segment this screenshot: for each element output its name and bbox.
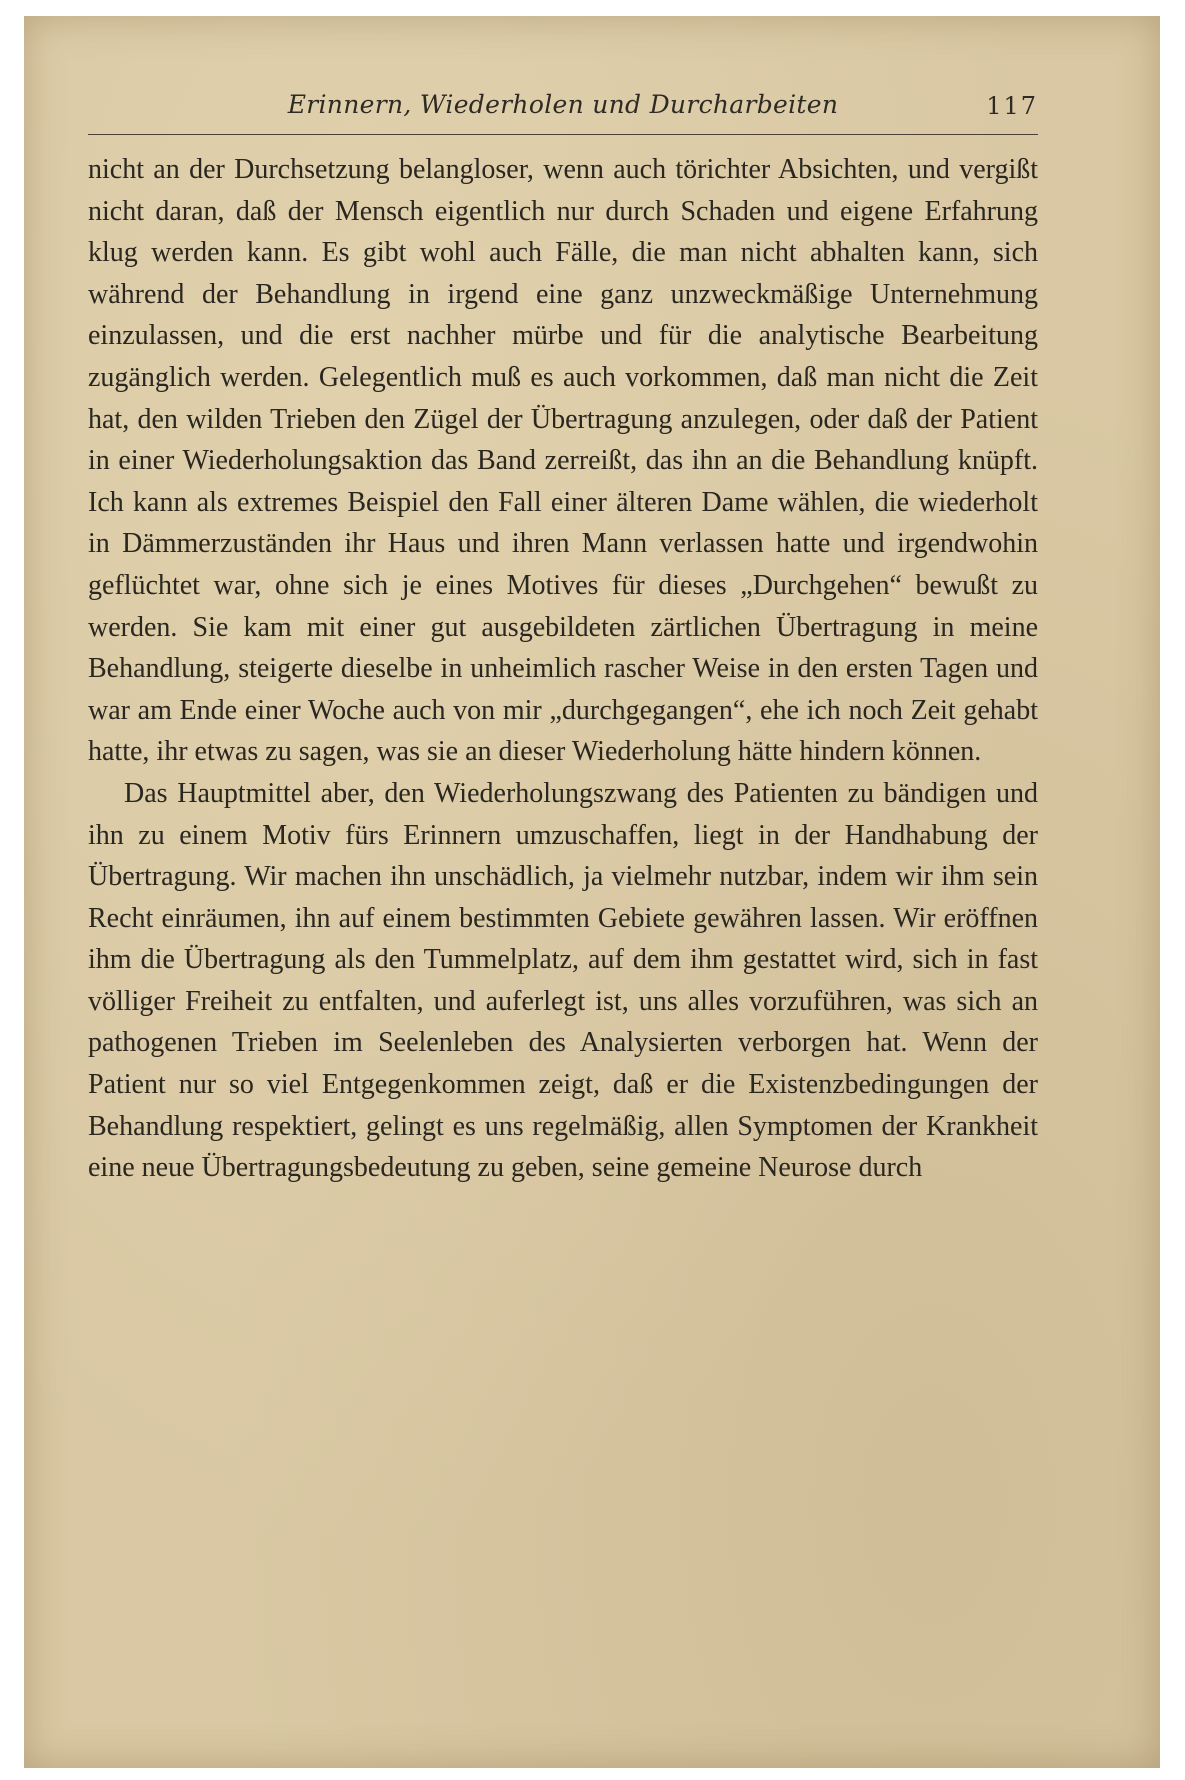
body-text <box>88 149 1038 1189</box>
paragraph: Das Hauptmittel aber, den Wiederholungszwang des Patienten zu bändigen und ihn zu einem Motiv fürs Erinnern umzuschaffen, liegt in der Handhabung der Übertragung. Wir machen ihn unschädlich, ja vielmehr nutzbar, indem wir ihm sein Recht einräumen, ihn auf einem bestimmten Gebiete gewähren lassen. Wir eröffnen ihm die Übertragung als den Tummelplatz, auf dem ihm gestattet wird, sich in fast völliger Freiheit zu entfalten, und auferlegt ist, uns alles vorzuführen, was sich an pathogenen Trieben im Seelenleben des Analysierten verborgen hat. Wenn der Patient nur so viel Entgegenkommen zeigt, daß er die Existenzbedingungen der Behandlung respektiert, gelingt es uns regelmäßig, allen Symptomen der Krankheit eine neue Übertragungsbedeutung zu geben, seine gemeine Neurose durch <box>88 777 1038 1184</box>
header-rule <box>88 134 1038 135</box>
running-title: Erinnern, Wiederholen und Durcharbeiten <box>287 90 839 119</box>
paragraph-continued: nicht an der Durchsetzung belangloser, wenn auch törichter Absichten, und vergißt nicht daran, daß der Mensch eigentlich nur durch Schaden und eigene Erfahrung klug werden kann. Es gibt wohl auch Fälle, die man nicht abhalten kann, sich während der Behandlung in irgend eine ganz unzweckmäßige Unternehmung einzulassen, und die erst nachher mürbe und für die analytische Bearbeitung zugänglich werden. Gelegentlich muß es auch vorkommen, daß man nicht die Zeit hat, den wilden Trieben den Zügel der Übertragung anzulegen, oder daß der Patient in einer Wiederholungsaktion das Band zerreißt, das ihn an die Behandlung knüpft. Ich kann als extremes Beispiel den Fall einer älteren Dame wählen, die wiederholt in Dämmerzuständen ihr Haus und ihren Mann verlassen hatte und irgendwohin geflüchtet war, ohne sich je eines Motives für dieses „Durchgehen“ bewußt zu werden. Sie kam mit einer gut ausgebildeten zärtlichen Übertragung in meine Behandlung, steigerte dieselbe in unheimlich rascher Weise in den ersten Tagen und war am Ende einer Woche auch von mir „durchgegangen“, ehe ich noch Zeit gehabt hatte, ihr etwas zu sagen, was sie an dieser Wiederholung hätte hindern können. <box>88 154 1038 768</box>
page-number: 117 <box>986 92 1038 120</box>
running-header <box>88 90 1038 130</box>
book-page <box>24 16 1160 1768</box>
